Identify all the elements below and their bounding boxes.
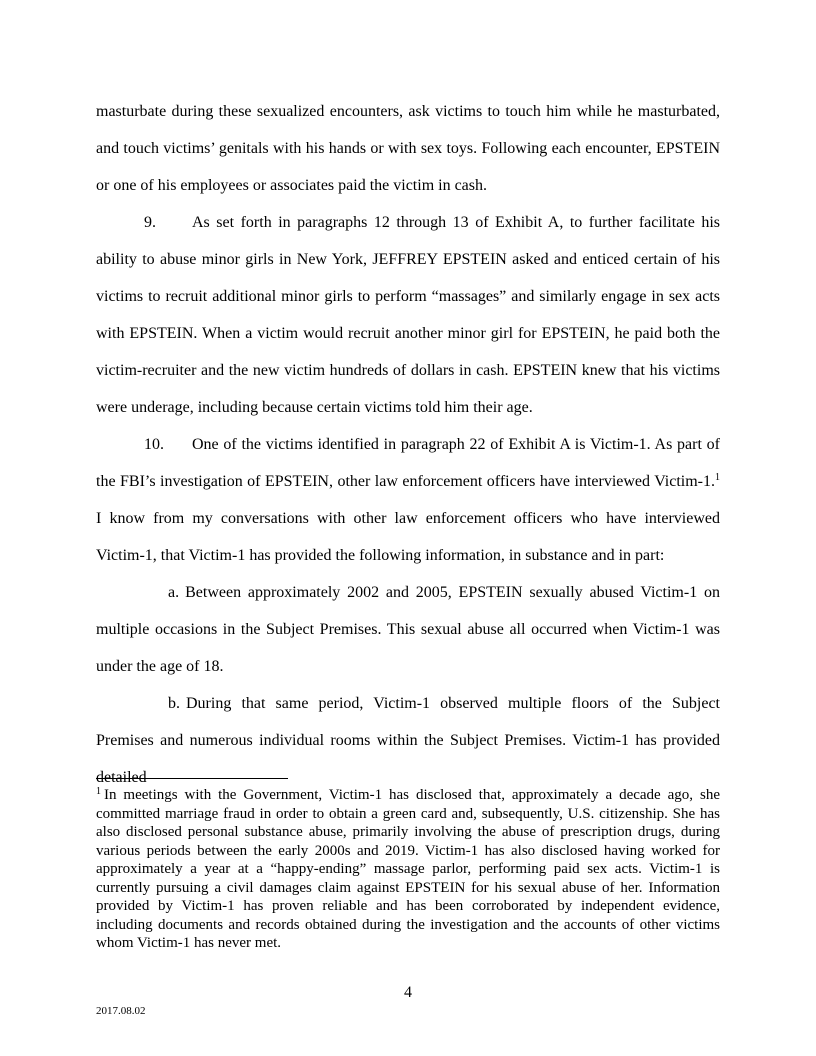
paragraph-10-number: 10. [144, 436, 164, 453]
sub-item-a-letter: a. [168, 584, 180, 601]
paragraph-10-text: One of the victims identified in paragraph 22 of Exhibit A is Victim-1. As part of the FBI’s investigation of EPSTEIN, other law enforcement officers have interviewed Victim-1. [96, 436, 720, 490]
footnote-text: In meetings with the Government, Victim-1 has disclosed that, approximately a decade ago, she committed marriage fraud in order to obtain a green card and, subsequently, U.S. citizenship. She has also disclosed personal substance abuse, primarily involving the abuse of prescription drugs, during various periods between the early 2000s and 2019. Victim-1 has also disclosed having worked for approximately a year at a “happy-ending” massage parlor, performing paid sex acts. Victim-1 is currently pursuing a civil damages claim against EPSTEIN for his sexual abuse of her. Information provided by Victim-1 has proven reliable and has been corroborated by independent evidence, including documents and records obtained during the investigation and the accounts of other victims whom Victim-1 has never met. [96, 787, 720, 951]
footnote-divider [96, 778, 288, 779]
sub-item-b-letter: b. [168, 695, 180, 712]
footnote-marker: 1 [96, 786, 101, 797]
sub-item-b [96, 685, 720, 796]
body-text [96, 93, 720, 796]
sub-item-a [96, 574, 720, 685]
paragraph-10 [96, 426, 720, 574]
sub-item-a-text: Between approximately 2002 and 2005, EPSTEIN sexually abused Victim-1 on multiple occasions in the Subject Premises. This sexual abuse all occurred when Victim-1 was under the age of 18. [96, 584, 720, 675]
page-number: 4 [404, 984, 412, 1001]
document-date: 2017.08.02 [96, 1005, 146, 1017]
paragraph-9-text: As set forth in paragraphs 12 through 13 of Exhibit A, to further facilitate his ability to abuse minor girls in New York, JEFFREY EPSTEIN asked and enticed certain of his victims to recruit additional minor girls to perform “massages” and similarly engage in sex acts with EPSTEIN. When a victim would recruit another minor girl for EPSTEIN, he paid both the victim-recruiter and the new victim hundreds of dollars in cash. EPSTEIN knew that his victims were underage, including because certain victims told him their age. [96, 214, 720, 416]
paragraph-9 [96, 204, 720, 426]
paragraph-9-number: 9. [144, 214, 156, 231]
paragraph-10-text-continued: I know from my conversations with other law enforcement officers who have interviewed Victim-1, that Victim-1 has provided the following information, in substance and in part: [96, 510, 720, 564]
footnote-reference[interactable]: 1 [715, 472, 720, 483]
footnote [96, 786, 720, 953]
paragraph-continuation: masturbate during these sexualized encounters, ask victims to touch him while he masturbated, and touch victims’ genitals with his hands or with sex toys. Following each encounter, EPSTEIN or one of his employees or associates paid the victim in cash. [96, 103, 720, 194]
sub-item-b-text: During that same period, Victim-1 observed multiple floors of the Subject Premises and numerous individual rooms within the Subject Premises. Victim-1 has provided detailed [96, 695, 720, 786]
